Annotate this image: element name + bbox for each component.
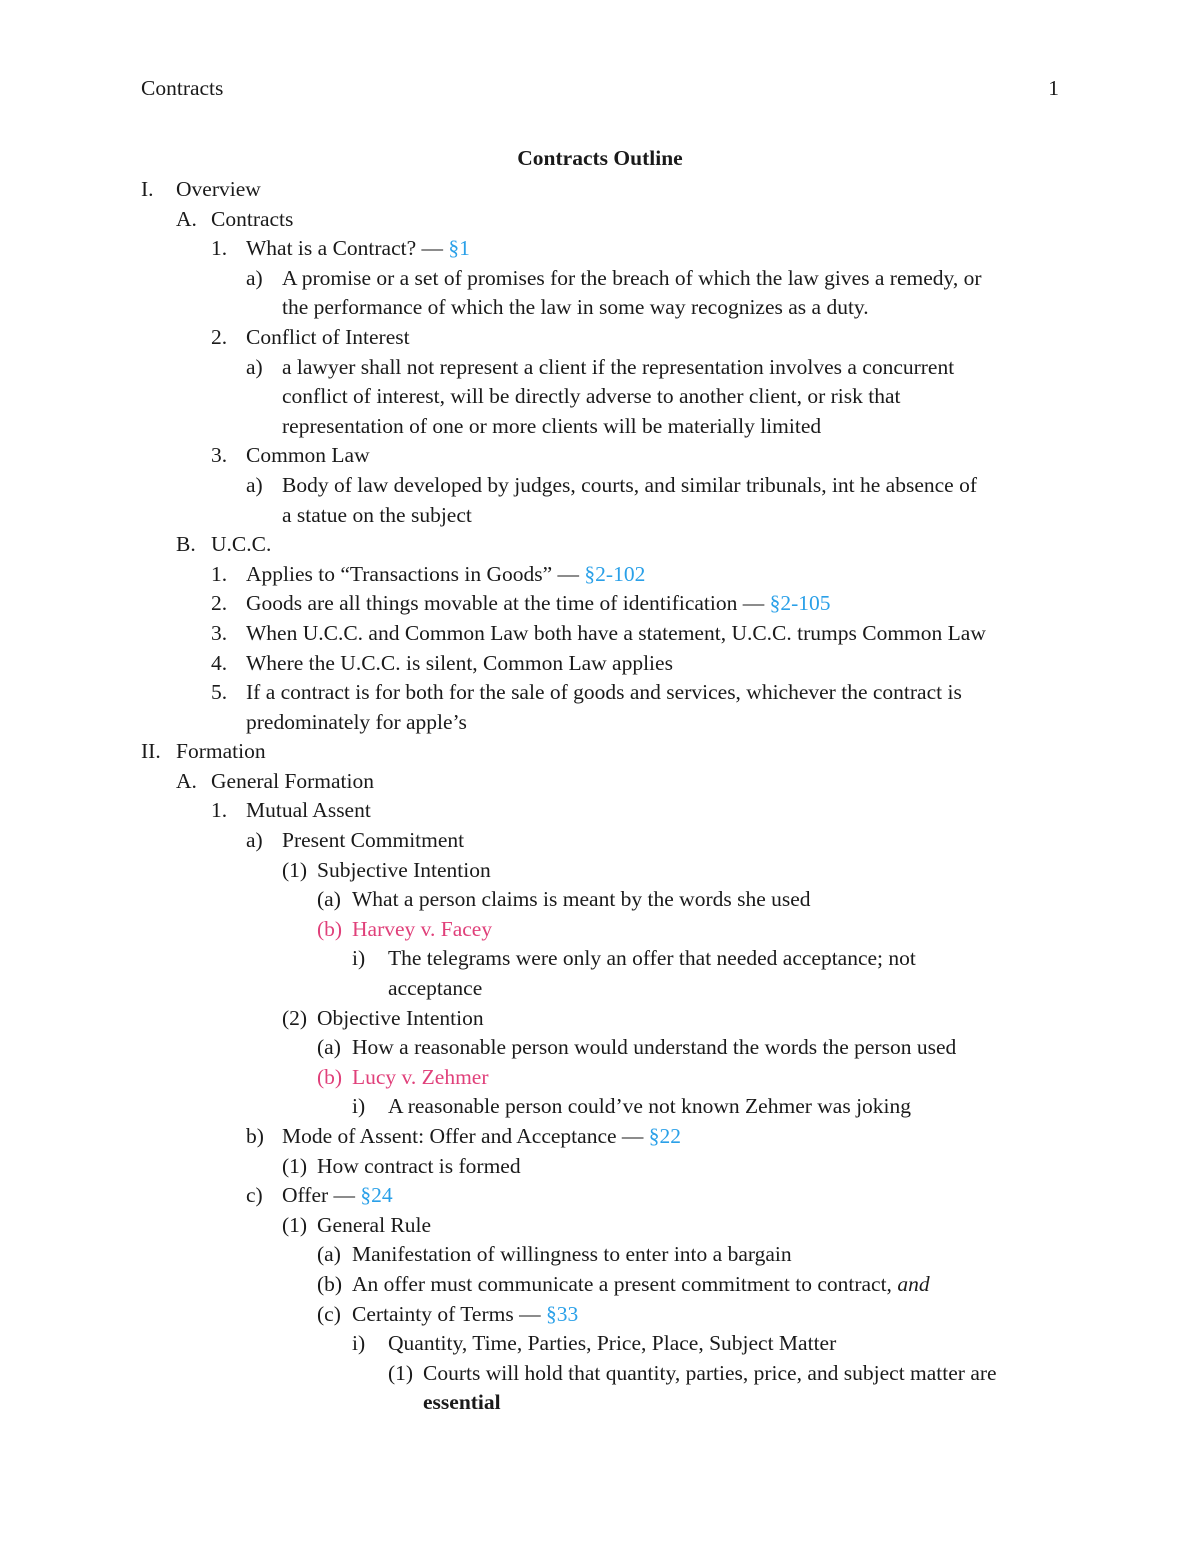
text-run: Subjective Intention [317,857,491,882]
text-run: Present Commitment [282,828,465,853]
outline-marker: (a) [317,887,341,912]
outline-text [246,678,962,708]
outline-marker: a) [246,354,263,379]
outline-line [0,1152,1200,1182]
text-run: Manifestation of willingness to enter into a bargain [352,1242,792,1267]
outline-marker: (b) [317,1271,343,1296]
outline-line [0,649,1200,679]
outline-text [282,826,464,856]
text-run: How a reasonable person would understand the words the person used [352,1035,957,1060]
text-run: If a contract is for both for the sale of goods and services, whichever the contract is [246,680,962,705]
outline-line [0,1004,1200,1034]
emphasis-text: and [897,1271,930,1296]
outline-line [0,974,1200,1004]
outline-text [388,1092,911,1122]
outline-marker: 3. [211,620,228,645]
text-run: Applies to “Transactions in Goods” — [246,561,585,586]
outline-line [0,1211,1200,1241]
outline-line [0,501,1200,531]
outline-marker: (b) [317,1064,343,1089]
outline-marker: II. [141,739,161,764]
outline-text [352,1300,578,1330]
outline-line [0,1388,1200,1418]
section-reference-link[interactable]: §24 [360,1183,393,1208]
outline-line [0,767,1200,797]
outline-line [0,589,1200,619]
outline-marker: i) [352,946,366,971]
text-run: a statue on the subject [282,502,472,527]
outline-line [0,1329,1200,1359]
text-run: What is a Contract? — [246,236,449,261]
outline-text [352,1270,930,1300]
outline-text [423,1388,501,1418]
section-reference-link[interactable]: §1 [448,236,470,261]
outline-text [282,353,954,383]
outline-line [0,530,1200,560]
text-run: U.C.C. [211,532,272,557]
outline-text [246,323,410,353]
outline-marker: i) [352,1331,366,1356]
text-run: Courts will hold that quantity, parties, price, and subject matter are [423,1360,997,1385]
outline-body [0,175,1200,1418]
outline-line [0,1033,1200,1063]
text-run: the performance of which the law in some way recognizes as a duty. [282,295,869,320]
outline-text [176,175,261,205]
section-reference-link[interactable]: §2-105 [769,591,831,616]
outline-line [0,619,1200,649]
outline-text [282,1181,393,1211]
text-run: Formation [176,739,266,764]
outline-marker: (a) [317,1035,341,1060]
outline-text [246,796,371,826]
outline-text [246,708,467,738]
outline-line [0,678,1200,708]
outline-text [388,1329,836,1359]
section-reference-link[interactable]: §22 [648,1124,682,1148]
text-run: General Formation [211,768,374,793]
page-header [141,76,1059,102]
outline-marker: 1. [211,561,228,586]
outline-line [0,1092,1200,1122]
outline-marker: (1) [282,857,308,882]
section-reference-link[interactable]: §2-102 [584,561,646,586]
outline-text [282,264,982,294]
text-run: The telegrams were only an offer that needed acceptance; not [388,946,916,971]
outline-marker: (b) [317,916,343,941]
outline-text [317,1211,431,1241]
outline-text [352,1033,956,1063]
outline-line [0,175,1200,205]
text-run: Body of law developed by judges, courts, and similar tribunals, int he absence of [282,472,978,497]
text-run: When U.C.C. and Common Law both have a statement, U.C.C. trumps Common Law [246,620,986,645]
outline-line [0,441,1200,471]
text-run: Conflict of Interest [246,324,410,349]
outline-text [211,205,293,235]
outline-line [0,1359,1200,1389]
outline-text [352,1063,489,1093]
outline-text [282,382,901,412]
outline-line [0,353,1200,383]
outline-marker: I. [141,177,154,201]
outline-marker: 4. [211,650,228,675]
outline-marker: a) [246,828,263,853]
text-run: Goods are all things movable at the time of identification — [246,591,770,616]
outline-text [388,944,916,974]
outline-text [246,619,986,649]
outline-text [246,234,470,264]
outline-line [0,560,1200,590]
text-run: a lawyer shall not represent a client if the representation involves a concurrent [282,354,955,379]
outline-text [317,856,491,886]
text-run: predominately for apple’s [246,709,467,734]
outline-text [246,441,370,471]
outline-marker: A. [176,768,197,793]
outline-text [246,560,645,590]
outline-marker: (a) [317,1242,341,1267]
text-run: General Rule [317,1212,432,1237]
text-run: acceptance [388,976,483,1001]
outline-text [352,1240,792,1270]
text-run: Mode of Assent: Offer and Acceptance — [282,1124,649,1148]
case-name: Harvey v. Facey [352,916,493,941]
outline-text [423,1359,997,1389]
outline-line [0,234,1200,264]
outline-line [0,264,1200,294]
outline-text [211,530,271,560]
outline-line [0,944,1200,974]
outline-text [246,649,673,679]
outline-line [0,885,1200,915]
outline-text [282,471,977,501]
outline-line [0,708,1200,738]
text-run: A reasonable person could’ve not known Zehmer was joking [388,1094,912,1119]
section-reference-link[interactable]: §33 [545,1301,579,1326]
outline-marker: 2. [211,591,228,616]
text-run: An offer must communicate a present commitment to contract, [352,1271,898,1296]
outline-line [0,323,1200,353]
text-run: Certainty of Terms — [352,1301,546,1326]
outline-text [317,1152,521,1182]
outline-text [352,885,811,915]
outline-text [246,589,831,619]
running-head: Contracts [141,76,224,100]
document-title: Contracts Outline [517,146,683,170]
text-run: Quantity, Time, Parties, Price, Place, Subject Matter [388,1331,837,1356]
outline-text [176,737,266,767]
outline-line [0,826,1200,856]
outline-marker: (1) [282,1212,308,1237]
outline-marker: i) [352,1094,366,1119]
text-run: Overview [176,177,261,201]
text-run: A promise or a set of promises for the breach of which the law gives a remedy, or [282,265,982,290]
outline-text [282,501,472,531]
outline-line [0,856,1200,886]
outline-line [0,471,1200,501]
text-run: Where the U.C.C. is silent, Common Law applies [246,650,673,675]
outline-text [282,412,821,442]
outline-text [388,974,482,1004]
outline-marker: 1. [211,236,228,261]
page-number: 1 [1048,76,1059,100]
text-run: Offer — [282,1183,361,1208]
outline-line [0,1270,1200,1300]
text-run: Common Law [246,443,370,468]
outline-line [0,1181,1200,1211]
text-run: conflict of interest, will be directly adverse to another client, or risk that [282,384,901,409]
text-run: Mutual Assent [246,798,371,823]
outline-line [0,737,1200,767]
outline-line [0,412,1200,442]
outline-line [0,796,1200,826]
outline-line [0,1122,1200,1152]
text-run: Objective Intention [317,1005,484,1030]
outline-marker: 1. [211,798,228,823]
text-run: representation of one or more clients will be materially limited [282,413,822,438]
case-name: Lucy v. Zehmer [352,1064,489,1089]
outline-line [0,205,1200,235]
outline-line [0,1240,1200,1270]
outline-text [211,767,374,797]
outline-line [0,915,1200,945]
outline-marker: a) [246,265,263,290]
outline-line [0,293,1200,323]
text-run: Contracts [211,206,294,231]
text-run: How contract is formed [317,1153,521,1178]
outline-text [317,1004,484,1034]
outline-marker: (c) [317,1301,341,1326]
outline-marker: (1) [282,1153,308,1178]
outline-marker: 5. [211,680,228,705]
outline-marker: (2) [282,1005,308,1030]
bold-text: essential [423,1390,501,1415]
outline-text [352,915,492,945]
outline-marker: A. [176,206,197,231]
outline-text [282,1122,681,1152]
outline-marker: B. [176,532,196,557]
outline-marker: 3. [211,443,228,468]
outline-line [0,1300,1200,1330]
outline-line [0,1063,1200,1093]
outline-marker: b) [246,1124,264,1148]
outline-marker: a) [246,472,263,497]
outline-marker: 2. [211,324,228,349]
outline-text [282,293,869,323]
outline-marker: (1) [388,1360,414,1385]
outline-line [0,382,1200,412]
text-run: What a person claims is meant by the words she used [352,887,811,912]
outline-marker: c) [246,1183,263,1208]
